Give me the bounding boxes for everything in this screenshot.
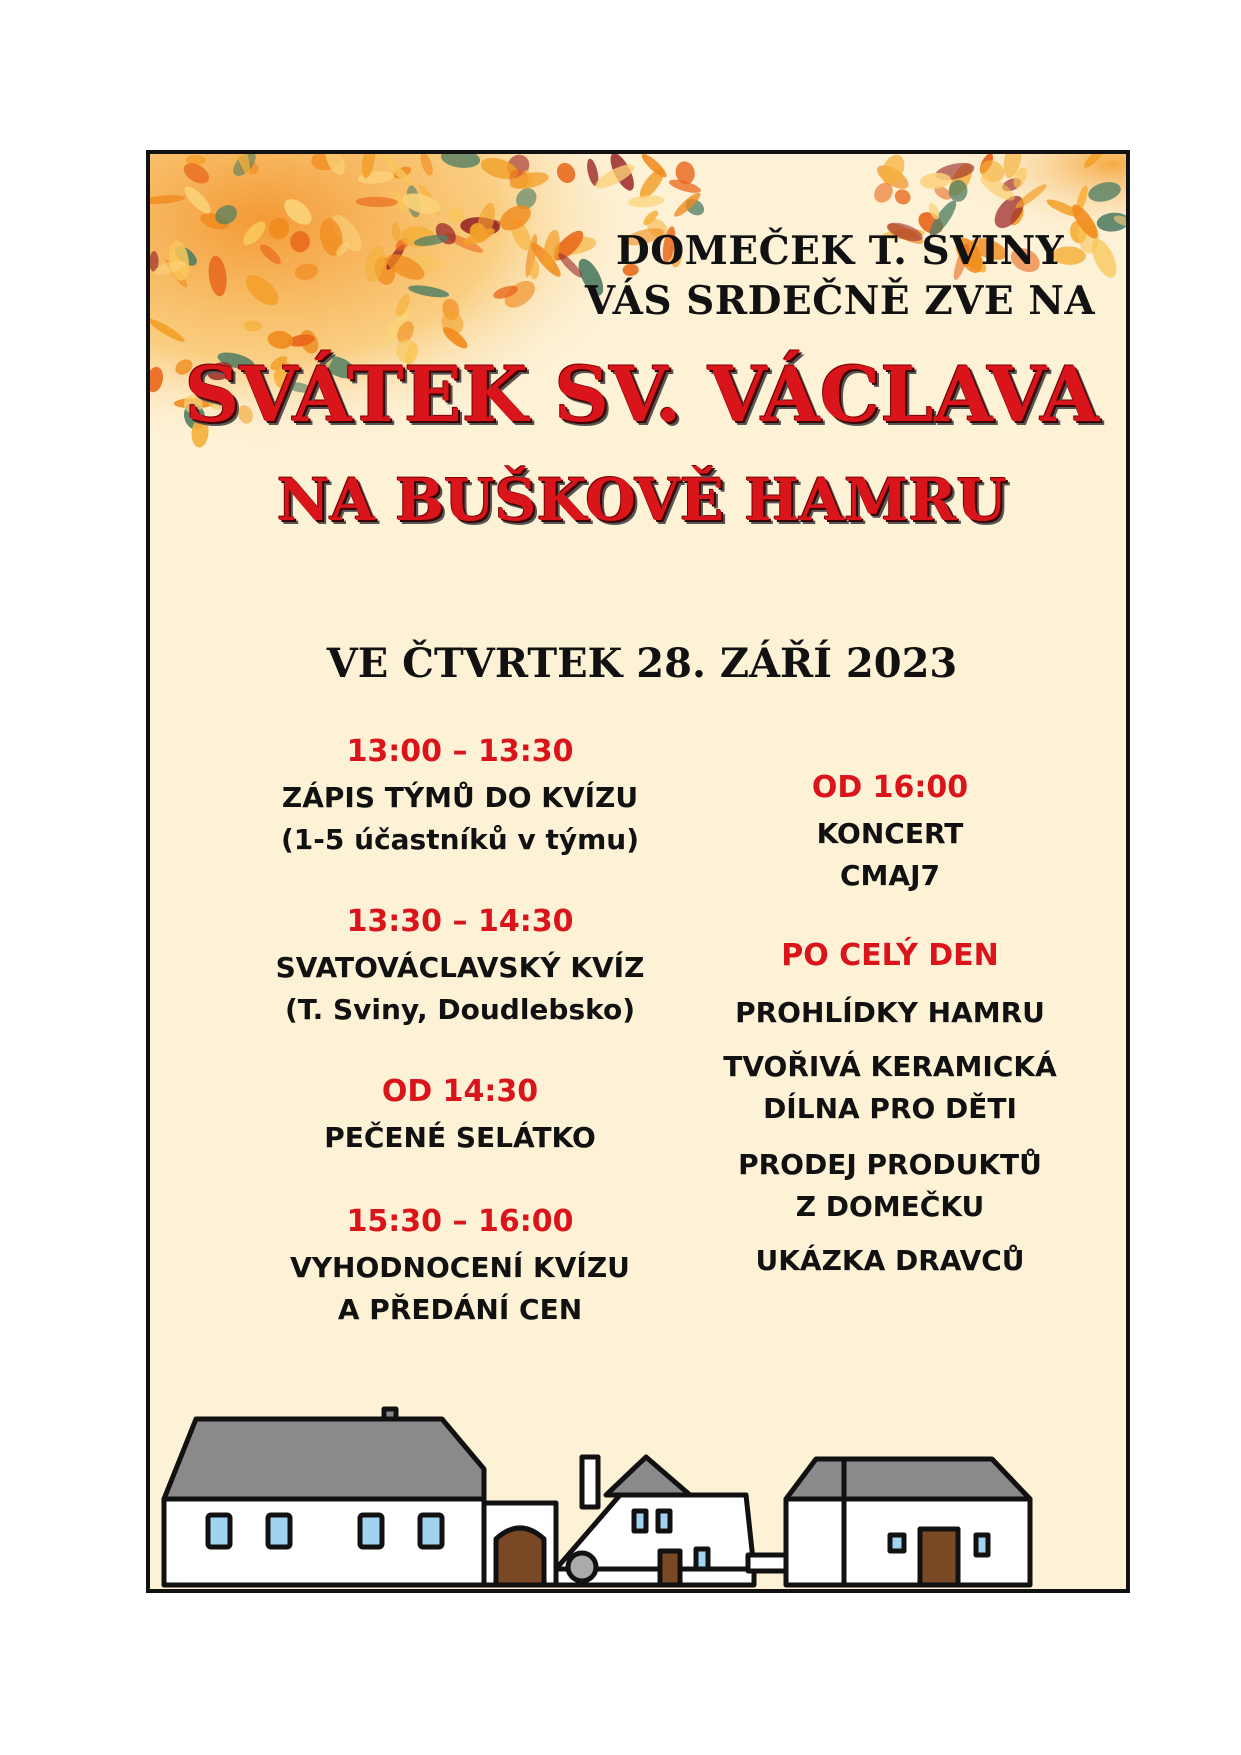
program-title: VYHODNOCENÍ KVÍZU — [290, 1251, 630, 1284]
program-time: 13:30 – 14:30 — [346, 904, 574, 939]
allday-item — [680, 1144, 1100, 1228]
program-item — [270, 904, 650, 1031]
allday-text-line2: DÍLNA PRO DĚTI — [763, 1092, 1017, 1125]
program-item — [270, 734, 650, 861]
poster — [146, 150, 1130, 1593]
program-right — [680, 770, 1100, 1330]
houses-illustration — [150, 1379, 1130, 1589]
event-title: SVÁTEK SV. VÁCLAVA — [184, 350, 1100, 439]
program-note: A PŘEDÁNÍ CEN — [337, 1293, 583, 1326]
autumn-leaves-decoration — [150, 154, 1130, 494]
concert-time: OD 16:00 — [811, 770, 969, 805]
allday-item — [680, 992, 1100, 1034]
program-item — [270, 1204, 650, 1331]
program-note: (1-5 účastníků v týmu) — [281, 823, 639, 856]
program-title: ZÁPIS TÝMŮ DO KVÍZU — [281, 781, 639, 814]
host-line: DOMEČEK T. SVINY — [615, 228, 1065, 274]
event-date: VE ČTVRTEK 28. ZÁŘÍ 2023 — [326, 640, 958, 687]
program-item — [270, 1074, 650, 1159]
allday-item — [680, 1046, 1100, 1130]
allday-text: PRODEJ PRODUKTŮ — [738, 1148, 1042, 1181]
program-note: (T. Sviny, Doudlebsko) — [284, 993, 636, 1026]
concert-band: CMAJ7 — [840, 859, 940, 892]
allday-text: UKÁZKA DRAVCŮ — [755, 1244, 1025, 1277]
village-houses — [150, 1379, 1130, 1589]
allday-text: PROHLÍDKY HAMRU — [735, 996, 1045, 1029]
allday-title: PO CELÝ DEN — [781, 938, 999, 973]
program-time: 15:30 – 16:00 — [346, 1204, 574, 1239]
event-location: NA BUŠKOVĚ HAMRU — [276, 466, 1008, 534]
program-title: PEČENÉ SELÁTKO — [324, 1121, 596, 1154]
concert-item — [680, 770, 1100, 897]
program-time: 13:00 – 13:30 — [346, 734, 574, 769]
leaf-shape — [186, 155, 206, 165]
allday-heading — [680, 938, 1100, 973]
program-title: SVATOVÁCLAVSKÝ KVÍZ — [275, 951, 645, 984]
allday-text: TVOŘIVÁ KERAMICKÁ — [723, 1050, 1057, 1083]
program-time: OD 14:30 — [381, 1074, 539, 1109]
allday-text-line2: Z DOMEČKU — [795, 1190, 985, 1223]
allday-item — [680, 1240, 1100, 1282]
leaves-illustration — [150, 154, 1130, 494]
invite-line: VÁS SRDEČNĚ ZVE NA — [584, 278, 1096, 324]
concert-label: KONCERT — [816, 817, 964, 850]
program-left — [270, 734, 650, 1334]
